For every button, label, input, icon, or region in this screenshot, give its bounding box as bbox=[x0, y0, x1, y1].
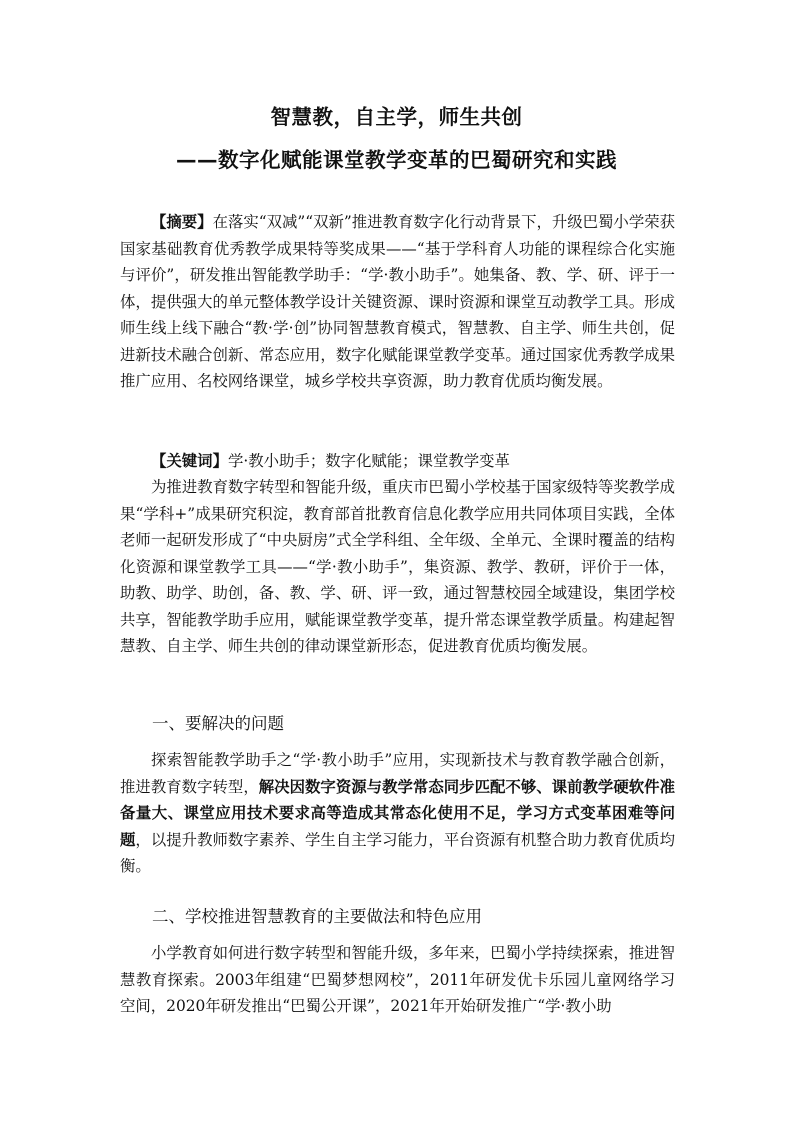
section-heading-1: 一、要解决的问题 bbox=[152, 714, 284, 733]
section-2-paragraph: 小学教育如何进行数字转型和智能升级，多年来，巴蜀小学持续探索，推进智慧教育探索。2003年组建“巴蜀梦想网校”，2011年研发优卡乐园儿童网络学习空间，2020年研发推出“巴蜀公开课”，2021年开始研发推广“学·教小助 bbox=[120, 944, 675, 1015]
abstract-paragraph bbox=[120, 209, 675, 395]
keywords-text: 学·教小助手；数字化赋能；课堂教学变革 bbox=[227, 452, 510, 470]
intro-paragraph: 为推进教育数字转型和智能升级，重庆市巴蜀小学校基于国家级特等奖教学成果“学科+”成果研究积淀，教育部首批教育信息化教学应用共同体项目实践，全体老师一起研发形成了“中央厨房”式全学科组、全年级、全单元、全课时覆盖的结构化资源和课堂教学工具——“学·教小助手”，集资源、教学、教研，评价于一体，助教、助学、助创，备、教、学、研、评一致，通过智慧校园全域建设，集团学校共享，智能教学助手应用，赋能课堂教学变革，提升常态课堂教学质量。构建起智慧教、自主学、师生共创的律动课堂新形态，促进教育优质均衡发展。 bbox=[120, 478, 675, 655]
document-subtitle: ——数字化赋能课堂教学变革的巴蜀研究和实践 bbox=[176, 148, 617, 172]
section-1-text-bold: 解决因数字资源与教学常态同步匹配不够、课前教学硬软件准备量大、课堂应用技术要求高等造成其常态化使用不足，学习方式变革困难等问题 bbox=[120, 777, 675, 849]
document-title: 智慧教，自主学，师生共创 bbox=[270, 105, 523, 129]
keywords-tag: 【关键词】 bbox=[151, 452, 228, 470]
section-1-paragraph bbox=[120, 747, 675, 880]
section-1-text-a: 探索智能教学助手之“学·教小助手”应用，实现新技术与教育教学融合创新，推进教育数字转型， bbox=[120, 751, 675, 796]
section-heading-2: 二、学校推进智慧教育的主要做法和特色应用 bbox=[152, 907, 482, 926]
abstract-text: 在落实“双减”“双新”推进教育数字化行动背景下，升级巴蜀小学荣获国家基础教育优秀教学成果特等奖成果——“基于学科育人功能的课程综合化实施与评价”，研发推出智能教学助手：“学·教小助手”。她集备、教、学、研、评于一体，提供强大的单元整体教学设计关键资源、课时资源和课堂互动教学工具。形成师生线上线下融合“教·学·创”协同智慧教育模式，智慧教、自主学、师生共创，促进新技术融合创新、常态应用，数字化赋能课堂教学变革。通过国家优秀教学成果推广应用、名校网络课堂，城乡学校共享资源，助力教育优质均衡发展。 bbox=[120, 213, 675, 390]
abstract-tag: 【摘要】 bbox=[151, 213, 213, 231]
section-1-text-b: ，以提升教师数字素养、学生自主学习能力，平台资源有机整合助力教育优质均衡。 bbox=[120, 830, 675, 875]
keywords-paragraph bbox=[120, 448, 675, 475]
